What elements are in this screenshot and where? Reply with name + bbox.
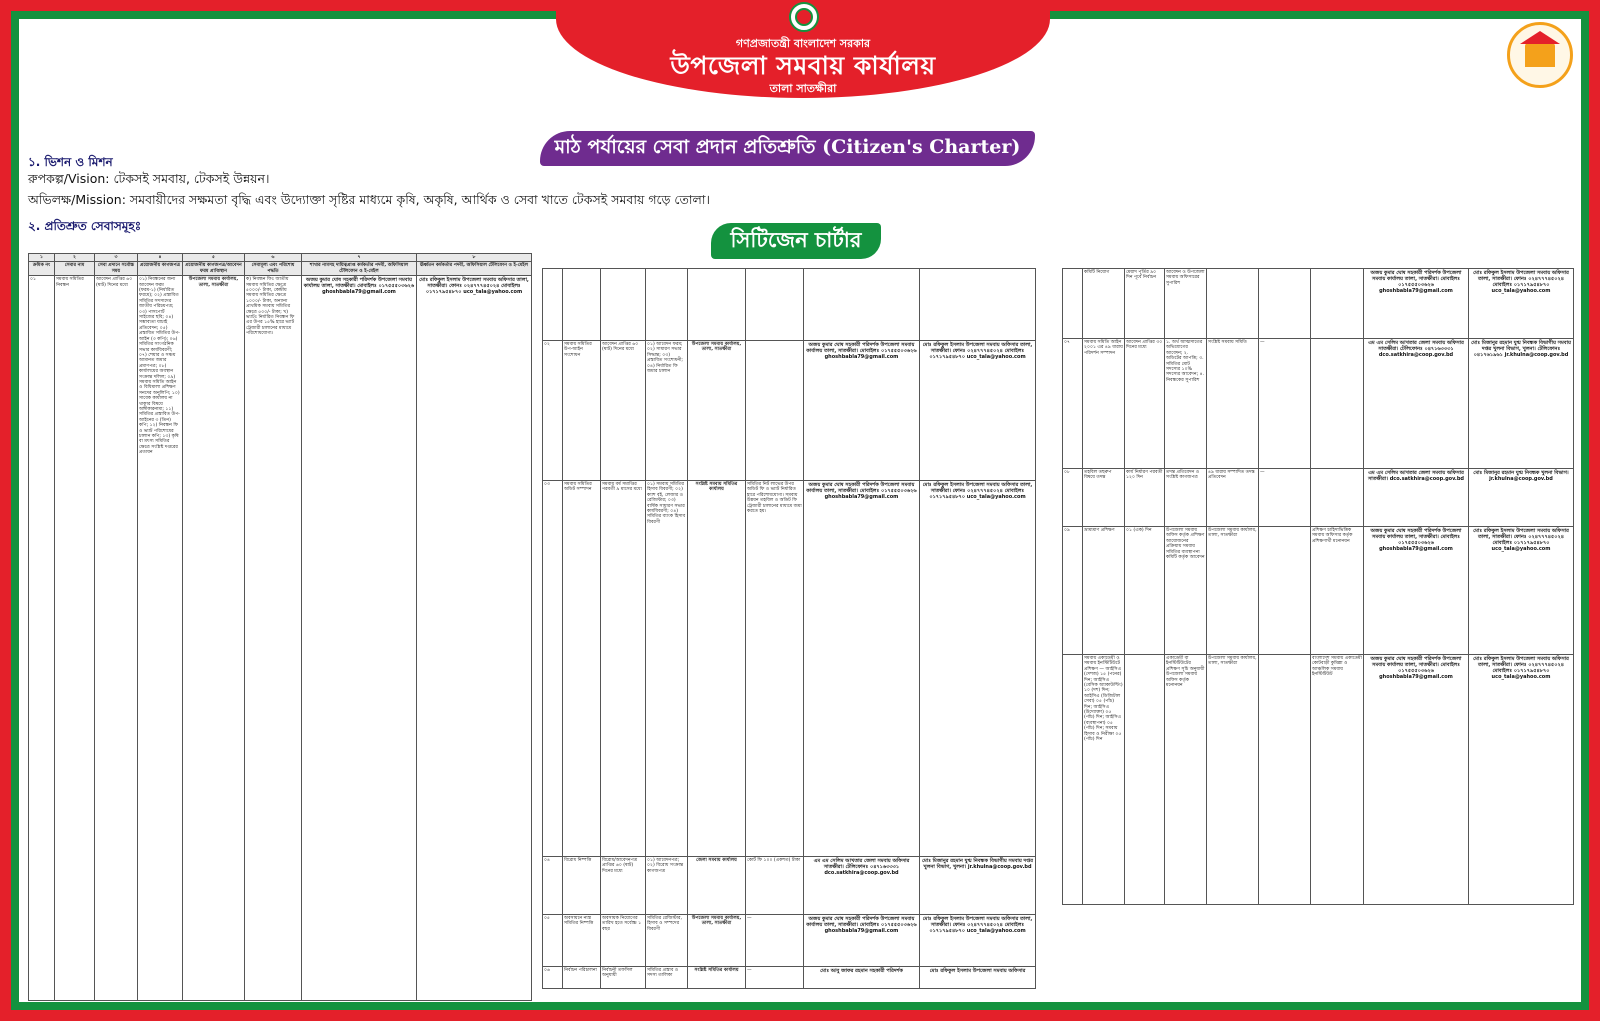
list-item [646, 269, 688, 341]
senior-officer-contact: মোঃ মিজানুর রহমান যুগ্ম নিবন্ধক খুলনা বিভাগ। jr.khulna@coop.gov.bd [1469, 469, 1574, 527]
service-time: বিরোধ/আবেদনপত্র প্রাপ্তির ৬০ (ষাট) দিনের মধ্যে [601, 857, 646, 915]
col-number: ১ [29, 254, 55, 262]
row-number: ০৬ [543, 967, 563, 989]
column-header: সেবামূল্য এবং পরিশোধ পদ্ধতি [245, 262, 302, 276]
service-fee: সমিতির নিট লাভের উপর অডিট ফি ও ভ্যাট নির্ধারিত হারে পরিশোধযোগ্য। সমবায় উন্নয়ন তহবিল ও অডিট ফি ট্রেজারী চালানের মাধ্যমে জমা করতে হয়। [746, 481, 804, 857]
row-number: ০৯ [1063, 527, 1083, 655]
senior-officer-contact: মোঃ রফিকুল ইসলাম উপজেলা সমবায় অফিসার তালা, সাতক্ষীরা। ফোনঃ ০২৪৭৭৭৪৫০২৪ মোবাইলঃ ০১৭১৭৯৫৪৮৭০ uco_tala@yahoo.com [417, 276, 532, 1001]
service-name: সমবায় সমিতির উপ-আইন সংশোধন [563, 341, 601, 481]
service-fee: ক) নিবন্ধন ফিঃ জাতীয় সমবায় সমিতির ক্ষেত্রে ৫০০০/- টাকা, কেন্দ্রীয় সমবায় সমিতির ক্ষেত্রে ১০০০/- টাকা, অন্যান্য প্রাথমিক সমবায় সমিতির ক্ষেত্রে ৫০০/- টাকা; খ) ভ্যাটঃ নির্ধারিত নিবন্ধন ফি এর উপর ১৫% হারে ভ্যাট ট্রেজারী চালানের মাধ্যমে পরিশোধযোগ্য। [245, 276, 302, 1001]
col-number: ৩ [95, 254, 138, 262]
bangladesh-emblem-icon [789, 2, 819, 32]
table-row [1063, 469, 1574, 527]
required-docs: ০১) আবেদন ফরম; ০২) সাধারণ সভার সিদ্ধান্ত; ০৩) প্রস্তাবিত সংশোধনী; ০৪) নির্ধারিত ফি জমার চালান [646, 341, 688, 481]
service-fee: কোর্ট ফি ১০০ (একশত) টাকা [746, 857, 804, 915]
service-name: কমিটি নিয়োগ [1083, 269, 1125, 339]
charter-title: মাঠ পর্যায়ের সেবা প্রদান প্রতিশ্রুতি (Citizen's Charter) [540, 131, 1035, 166]
senior-officer-contact: মোঃ রফিকুল ইসলাম উপজেলা সমবায় অফিসার তালা, সাতক্ষীরা। ফোনঃ ০২৪৭৭৭৪৫০২৪ মোবাইলঃ ০১৭১৭৯৫৪৮৭০ uco_tala@yahoo.com [1469, 269, 1574, 339]
service-fee [1259, 269, 1311, 339]
officer-contact: এম এম সেলিম আখতার জেলা সমবায় অফিসার সাতক্ষীরা। dco.satkhira@coop.gov.bd [1364, 469, 1469, 527]
row-number: ০৮ [1063, 469, 1083, 527]
service-time: ০১ (এক) দিন [1125, 527, 1165, 655]
row-number [1063, 269, 1083, 339]
service-time [1125, 655, 1165, 905]
col-number: ৫ [183, 254, 245, 262]
row-number [1063, 655, 1083, 905]
column-header: ঊর্ধ্বতন কর্মকর্তার পদবী, অফিসিয়াল টেলিফোন ও ই-মেইল [417, 262, 532, 276]
officer-contact: অজয় কুমার ঘোষ সহকারী পরিদর্শক উপজেলা সমবায় কার্যালয় তালা, সাতক্ষীরা। মোবাইলঃ ০১৭৫৫৫০৩৬২৬ ghoshbabla79@gmail.com [1364, 269, 1469, 339]
citizen-charter-pill: সিটিজেন চার্টার [711, 223, 881, 259]
row-number: ০৫ [543, 915, 563, 967]
table-row [543, 481, 1036, 857]
officer-contact: অজয় কুমার ঘোষ সহকারী পরিদর্শক উপজেলা সমবায় কার্যালয় তালা, সাতক্ষীরা। মোবাইলঃ ০১৭৫৫৫০৩৬২৬ ghoshbabla79@gmail.com [1364, 527, 1469, 655]
officer-contact: এম এম সেলিম আখতার জেলা সমবায় অফিসার সাতক্ষীরা। টেলিফোনঃ ০৪৭১৬৩৩৩১ dco.satkhira@coop.gov.bd [804, 857, 920, 915]
form-place: উপজেলা সমবায় কার্যালয়, তালা, সাতক্ষীরা [688, 915, 746, 967]
form-place: উপজেলা সমবায় কার্যালয়, তালা, সাতক্ষীরা [1207, 527, 1259, 655]
service-name: বিরোধ নিষ্পত্তি [563, 857, 601, 915]
services-table-middle [542, 268, 1036, 989]
office-title: উপজেলা সমবায় কার্যালয় [670, 51, 936, 80]
column-header: সেবা প্রদানে সর্বোচ্চ সময় [95, 262, 138, 276]
row-number: ০১ [29, 276, 55, 1001]
table-row [1063, 527, 1574, 655]
row-number: ০২ [543, 341, 563, 481]
service-name: সমবায় সমিতি আইন ২০০১ এর ৪৯ ধারায় পরিদর্শন সম্পাদন [1083, 339, 1125, 469]
required-docs: ০১) নিবন্ধনের জন্য আবেদন ফরম (ফরম-১) (নির্ধারিত ফরমে); ০২) প্রস্তাবিত সমিতির সদস্যদের জাতীয় পরিচয়পত্র; ০৩) পাসপোর্ট সাইজের ছবি; ০৪) সম্ভাব্যতা যাচাই প্রতিবেদন; ০৫) প্রস্তাবিত সমিতির উপ-আইন (৩ কপি); ০৬) সমিতির সাংগঠনিক সভার কার্যবিবরণী; ০৭) শেয়ার ও সঞ্চয় আমানত জমার প্রমাণপত্র; ০৮) কার্যালয়ের অবস্থান সংক্রান্ত দলিল; ০৯) সমবায় সমিতি আইন ও বিধিমালা প্রশিক্ষণ সনদের অনুলিপি; ১০) সাবেক কার্যালয় না থাকার বিষয়ে অঙ্গীকারনামা; ১১) সমিতির প্রস্তাবিত উপ-আইনের ৩ (তিন) কপি; ১২) নিবন্ধন ফি ও ভ্যাট পরিশোধের চালান কপি; ১৩) কৃষি বা মৎস্য সমিতির ক্ষেত্রে সংশ্লিষ্ট দপ্তরের প্রত্যয়ন [138, 276, 183, 1001]
service-time: সমবায় বর্ষ সমাপ্তির পরবর্তী ৯ মাসের মধ্যে [601, 481, 646, 857]
officer-contact: এম এম সেলিম আখতার জেলা সমবায় অফিসার সাতক্ষীরা। টেলিফোনঃ ০৪৭১৬৩৩৩১ dco.satkhira@coop.gov.bd [1364, 339, 1469, 469]
form-place: উপজেলা সমবায় কার্যালয়, তালা, সাতক্ষীরা [1207, 655, 1259, 905]
table-row [1063, 339, 1574, 469]
service-fee: — [746, 967, 804, 989]
service-fee [1259, 527, 1311, 655]
service-time: আবেদন প্রাপ্তির ৩০ দিনের মধ্যে [1125, 339, 1165, 469]
senior-officer-contact: মোঃ রফিকুল ইসলাম উপজেলা সমবায় অফিসার তালা, সাতক্ষীরা। ফোনঃ ০২৪৭৭৭৪৫০২৪ মোবাইলঃ ০১৭১৭৯৫৪৮৭০ uco_tala@yahoo.com [920, 341, 1036, 481]
required-docs: উপজেলা সমবায় অফিস কর্তৃক প্রশিক্ষণ আয়োজনের প্রক্রিয়ায় সমবায় সমিতির ব্যবস্থাপনা কমিটি কর্তৃক আবেদন [1165, 527, 1207, 655]
required-docs: একাডেমী বা ইনস্টিটিউটের প্রশিক্ষণ সূচি অনুযায়ী উপজেলা সমবায় অফিস কর্তৃক মনোনয়ন [1165, 655, 1207, 905]
service-fee [1259, 655, 1311, 905]
service-fee: — [1259, 469, 1311, 527]
col-number: ৪ [138, 254, 183, 262]
table-row [1063, 655, 1574, 905]
column-header: প্রয়োজনীয় কাগজপত্র/আবেদন ফরম প্রাপ্তিস্থান [183, 262, 245, 276]
col-number: ৭ [302, 254, 417, 262]
training-place [1311, 469, 1364, 527]
column-header: প্রয়োজনীয় কাগজপত্র [138, 262, 183, 276]
service-fee [746, 341, 804, 481]
form-place [1207, 269, 1259, 339]
training-place: বাংলাদেশ সমবায় একাডেমী কোটবাড়ী কুমিল্লা ও আঞ্চলিক সমবায় ইনস্টিটিউট [1311, 655, 1364, 905]
table-row [543, 857, 1036, 915]
row-number: ০৪ [543, 857, 563, 915]
required-docs: সমিতির রেজিস্টার, হিসাব ও সম্পদের বিবরণী [646, 915, 688, 967]
required-docs: তদন্ত প্রতিবেদন ও সংশ্লিষ্ট কাগজপত্র [1165, 469, 1207, 527]
table-row [543, 915, 1036, 967]
form-place: সংশ্লিষ্ট সমবায় সমিতির কার্যালয় [688, 481, 746, 857]
officer-contact: অজয় কুমার ঘোষ সহকারী পরিদর্শক উপজেলা সমবায় কার্যালয় তালা, সাতক্ষীরা। মোবাইলঃ ০১৭৫৫৫০৩৬২৬ ghoshbabla79@gmail.com [804, 341, 920, 481]
senior-officer-contact: মোঃ মিজানুর রহমান যুগ্ম নিবন্ধক বিভাগীয় সমবায় দপ্তর খুলনা বিভাগ, খুলনা। jr.khulna@coop.gov.bd [920, 857, 1036, 915]
required-docs: ০১) সমবায় সমিতির হিসাব বিবরণী; ০২) ক্যাশ বই, লেজার ও রেজিস্টার; ০৩) বার্ষিক সাধারণ সভার কার্যবিবরণী; ০৪) সমিতির ব্যাংক হিসাব বিবরণী [646, 481, 688, 857]
header-banner [556, 0, 1050, 98]
required-docs: সমিতির প্রস্তাব ও সদস্য তালিকা [646, 967, 688, 989]
service-time: আবেদন প্রাপ্তির ৬০ (ষাট) দিনের মধ্যে [95, 276, 138, 1001]
service-fee: — [1259, 339, 1311, 469]
col-number: ৬ [245, 254, 302, 262]
column-header: সেবার নাম [55, 262, 95, 276]
column-header: শাখার নামসহ দায়িত্বপ্রাপ্ত কর্মকর্তার পদবী, অফিসিয়াল টেলিফোন ও ই-মেইল [302, 262, 417, 276]
services-table-left [28, 253, 532, 1001]
training-place [1311, 339, 1364, 469]
row-number: ০৭ [1063, 339, 1083, 469]
service-time: মেয়াদ পূর্তির ৯০ দিন পূর্বে নির্বাচন [1125, 269, 1165, 339]
service-name: তহবিল তছরুপ বিষয়ে তদন্ত [1083, 469, 1125, 527]
senior-officer-contact: মোঃ রফিকুল ইসলাম উপজেলা সমবায় অফিসার [920, 967, 1036, 989]
senior-officer-contact: মোঃ রফিকুল ইসলাম উপজেলা সমবায় অফিসার তালা, সাতক্ষীরা। ফোনঃ ০২৪৭৭৭৪৫০২৪ মোবাইলঃ ০১৭১৭৯৫৪৮৭০ uco_tala@yahoo.com [1469, 655, 1574, 905]
office-subtitle: তালা সাতক্ষীরা [769, 82, 837, 95]
table-row [1063, 269, 1574, 339]
table-row [543, 967, 1036, 989]
column-header: ক্রমিক নং [29, 262, 55, 276]
row-number: ০৩ [543, 481, 563, 857]
senior-officer-contact: মোঃ মিজানুর রহমান যুগ্ম নিবন্ধক বিভাগীয় সমবায় দপ্তর খুলনা বিভাগ, খুলনা। টেলিফোনঃ ০৪১৭৬১৯৬১ jr.khulna@coop.gov.bd [1469, 339, 1574, 469]
mission-line: অভিলক্ষ/Mission: সমবায়ীদের সক্ষমতা বৃদ্ধি এবং উদ্যোক্তা সৃষ্টির মাধ্যমে কৃষি, অকৃষি, আর্থিক ও সেবা খাতে টেকসই সমবায় গড়ে তোলা। [28, 192, 710, 207]
service-time: আবেদন প্রাপ্তির ৬০ (ষাট) দিনের মধ্যে [601, 341, 646, 481]
training-place [1311, 269, 1364, 339]
senior-officer-contact: মোঃ রফিকুল ইসলাম উপজেলা সমবায় অফিসার তালা, সাতক্ষীরা। ফোনঃ ০২৪৭৭৭৪৫০২৪ মোবাইলঃ ০১৭১৭৯৫৪৮৭০ uco_tala@yahoo.com [920, 915, 1036, 967]
officer-contact: অজয় কুমার ঘোষ সহকারী পরিদর্শক উপজেলা সমবায় কার্যালয় তালা, সাতক্ষীরা। মোবাইলঃ ০১৭৫৫৫০৩৬২৬ ghoshbabla79@gmail.com [804, 481, 920, 857]
form-place: ৪৯ ধারায় সম্পাদিত তদন্ত প্রতিবেদন [1207, 469, 1259, 527]
table-row [29, 276, 532, 1001]
service-name: ভ্রাম্যমাণ প্রশিক্ষণ [1083, 527, 1125, 655]
service-name: নির্বাচন পরিচালনা [563, 967, 601, 989]
officer-contact: অজয় কুমার ঘোষ সহকারী পরিদর্শক উপজেলা সমবায় কার্যালয় তালা, সাতক্ষীরা। মোবাইলঃ ০১৭৫৫৫০৩৬২৬ ghoshbabla79@gmail.com [804, 915, 920, 967]
form-place: জেলা সমবায় কার্যালয় [688, 857, 746, 915]
training-place: প্রশিক্ষণ চাহিদাভিত্তিক সমবায় অফিসার কর্তৃক প্রশিক্ষণার্থী মনোনয়ন [1311, 527, 1364, 655]
officer-contact: মোঃ আবু জাফর রহমান সহকারী পরিদর্শক [804, 967, 920, 989]
senior-officer-contact: মোঃ রফিকুল ইসলাম উপজেলা সমবায় অফিসার তালা, সাতক্ষীরা। ফোনঃ ০২৪৭৭৭৪৫০২৪ মোবাইলঃ ০১৭১৭৯৫৪৮৭০ uco_tala@yahoo.com [1469, 527, 1574, 655]
officer-contact: অজয় কুমার ঘোষ সহকারী পরিদর্শক উপজেলা সমবায় কার্যালয় তালা, সাতক্ষীরা। মোবাইলঃ ০১৭৫৫৫০৩৬২৬ ghoshbabla79@gmail.com [302, 276, 417, 1001]
vision-line: রুপকল্প/Vision: টেকসই সমবায়, টেকসই উন্নয়ন। [28, 171, 270, 186]
services-heading: ২. প্রতিশ্রুত সেবাসমূহঃ [28, 219, 142, 233]
required-docs: ১. অর্থ আত্মসাতের অভিযোগের আবেদন; ২. অডিটের আপত্তি; ৩. সমিতির মোট সদস্যের ১০% সদস্যের আবেদন; ৪. নিবন্ধকের সুপারিশ [1165, 339, 1207, 469]
senior-officer-contact: মোঃ রফিকুল ইসলাম উপজেলা সমবায় অফিসার তালা, সাতক্ষীরা। ফোনঃ ০২৪৭৭৭৪৫০২৪ মোবাইলঃ ০১৭১৭৯৫৪৮৭০ uco_tala@yahoo.com [920, 481, 1036, 857]
service-name: সমবায় একাডেমী ও সমবায় ইনস্টিটিউটে প্রশিক্ষণ — আইসিএ (দেশজ) ১৫ (পনের) দিন; আইসিএ (বেসিক অ্যাকাউন্টিং) ১০ (দশ) দিন; আইসিএ (ডিজিটাল সেবা) ০৫ (পাঁচ) দিন; আইসিএ (উদ্যোক্তা) ০৫ (পাঁচ) দিন; আইসিএ (ব্যবস্থাপনা) ০৫ (পাঁচ) দিন; সমবায় হিসাব ও নিরীক্ষা ০৫ (পাঁচ) দিন [1083, 655, 1125, 905]
col-number: ২ [55, 254, 95, 262]
service-name: সমবায় সমিতির নিবন্ধন [55, 276, 95, 1001]
service-time: কার্য নির্ধারণ পরবর্তী ১২০ দিন [1125, 469, 1165, 527]
service-name: অবসায়নে ন্যস্ত সমিতির নিষ্পত্তি [563, 915, 601, 967]
col-number: ৮ [417, 254, 532, 262]
service-fee: — [746, 915, 804, 967]
officer-contact: অজয় কুমার ঘোষ সহকারী পরিদর্শক উপজেলা সমবায় কার্যালয় তালা, সাতক্ষীরা। মোবাইলঃ ০১৭৫৫৫০৩৬২৬ ghoshbabla79@gmail.com [1364, 655, 1469, 905]
form-place: উপজেলা সমবায় কার্যালয়, তালা, সাতক্ষীরা [183, 276, 245, 1001]
service-time: অবসায়ক নিয়োগের তারিখ হতে সর্বোচ্চ ১ বছর [601, 915, 646, 967]
services-table-right [1062, 268, 1574, 905]
gov-title: গণপ্রজাতন্ত্রী বাংলাদেশ সরকার [735, 37, 871, 50]
service-time: নির্বাচনী তফসিল অনুযায়ী [601, 967, 646, 989]
service-name: সমবায় সমিতির অডিট সম্পাদন [563, 481, 601, 857]
vision-heading: ১. ভিশন ও মিশন [28, 155, 113, 169]
required-docs: আবেদন ও উপজেলা সমবায় অফিসারের সুপারিশ [1165, 269, 1207, 339]
form-place: সংশ্লিষ্ট সমিতির কার্যালয় [688, 967, 746, 989]
form-place: সংশ্লিষ্ট সমবায় সমিতি [1207, 339, 1259, 469]
form-place: উপজেলা সমবায় কার্যালয়, তালা, সাতক্ষীরা [688, 341, 746, 481]
table-row [543, 341, 1036, 481]
required-docs: ০১) আবেদনপত্র; ০২) বিরোধ সংক্রান্ত কাগজপত্র [646, 857, 688, 915]
cooperative-logo-icon [1507, 22, 1573, 88]
